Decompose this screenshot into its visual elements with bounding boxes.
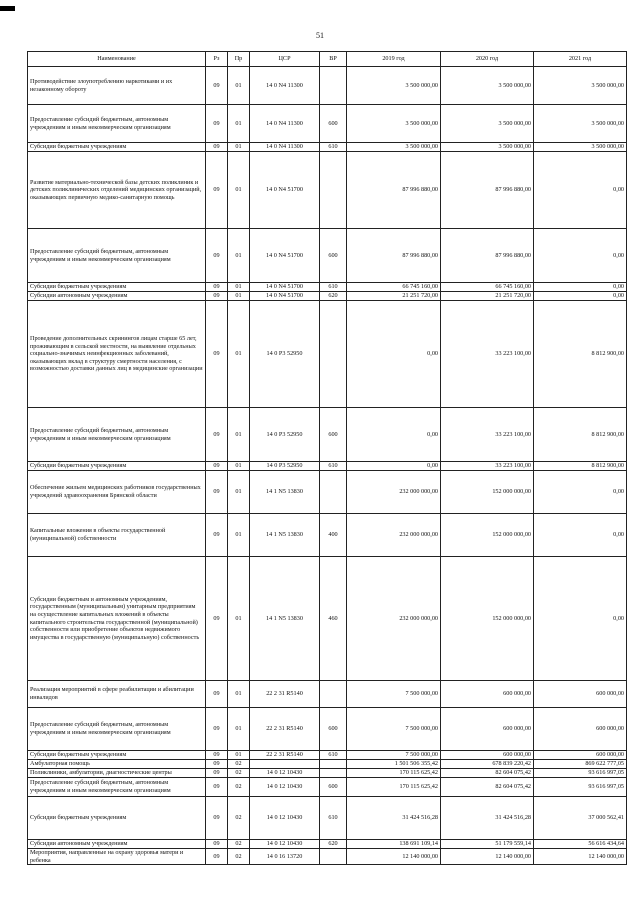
table-row bbox=[28, 105, 627, 143]
cell-pr: 01 bbox=[228, 708, 250, 751]
cell-csr: 22 2 31 R5140 bbox=[250, 708, 320, 751]
cell-2020: 51 179 559,14 bbox=[441, 840, 534, 849]
cell-rz: 09 bbox=[206, 797, 228, 840]
cell-rz: 09 bbox=[206, 229, 228, 283]
cell-csr: 14 0 12 10430 bbox=[250, 769, 320, 778]
table-row bbox=[28, 229, 627, 283]
cell-rz: 09 bbox=[206, 471, 228, 514]
budget-table bbox=[27, 51, 627, 865]
cell-pr: 01 bbox=[228, 292, 250, 301]
cell-name: Предоставление субсидий бюджетным, автономным учреждениям и иным некоммерческим организациям bbox=[28, 408, 206, 462]
header-name: Наименование bbox=[28, 52, 206, 67]
cell-vr: 600 bbox=[320, 708, 347, 751]
cell-rz: 09 bbox=[206, 778, 228, 797]
cell-2021: 93 616 997,05 bbox=[534, 778, 627, 797]
cell-name: Предоставление субсидий бюджетным, автономным учреждениям и иным некоммерческим организациям bbox=[28, 708, 206, 751]
cell-2021: 0,00 bbox=[534, 292, 627, 301]
cell-rz: 09 bbox=[206, 283, 228, 292]
cell-rz: 09 bbox=[206, 840, 228, 849]
cell-2021: 8 812 900,00 bbox=[534, 462, 627, 471]
cell-pr: 01 bbox=[228, 751, 250, 760]
cell-vr bbox=[320, 769, 347, 778]
cell-pr: 01 bbox=[228, 301, 250, 408]
cell-2019: 0,00 bbox=[347, 462, 441, 471]
cell-rz: 09 bbox=[206, 143, 228, 152]
cell-name: Поликлиники, амбулатории, диагностические центры bbox=[28, 769, 206, 778]
cell-name: Субсидии бюджетным учреждениям bbox=[28, 283, 206, 292]
cell-2020: 82 604 075,42 bbox=[441, 769, 534, 778]
cell-pr: 02 bbox=[228, 840, 250, 849]
table-row bbox=[28, 292, 627, 301]
cell-2020: 82 604 075,42 bbox=[441, 778, 534, 797]
cell-csr: 22 2 31 R5140 bbox=[250, 751, 320, 760]
cell-2019: 170 115 625,42 bbox=[347, 769, 441, 778]
cell-pr: 01 bbox=[228, 514, 250, 557]
cell-pr: 01 bbox=[228, 283, 250, 292]
cell-2020: 152 000 000,00 bbox=[441, 471, 534, 514]
cell-2021: 0,00 bbox=[534, 152, 627, 229]
cell-2019: 87 996 880,00 bbox=[347, 229, 441, 283]
cell-2020: 33 223 100,00 bbox=[441, 408, 534, 462]
cell-2019: 232 000 000,00 bbox=[347, 514, 441, 557]
cell-2021: 600 000,00 bbox=[534, 751, 627, 760]
cell-2019: 1 501 506 355,42 bbox=[347, 760, 441, 769]
cell-vr: 610 bbox=[320, 797, 347, 840]
cell-vr bbox=[320, 67, 347, 105]
table-row bbox=[28, 301, 627, 408]
header-2020: 2020 год bbox=[441, 52, 534, 67]
cell-2021: 600 000,00 bbox=[534, 681, 627, 708]
cell-2019: 0,00 bbox=[347, 408, 441, 462]
cell-2021: 0,00 bbox=[534, 514, 627, 557]
table-row bbox=[28, 797, 627, 840]
cell-2020: 600 000,00 bbox=[441, 681, 534, 708]
cell-2021: 56 616 434,64 bbox=[534, 840, 627, 849]
cell-name: Амбулаторная помощь bbox=[28, 760, 206, 769]
cell-2019: 21 251 720,00 bbox=[347, 292, 441, 301]
cell-csr: 14 0 N4 11300 bbox=[250, 67, 320, 105]
cell-2021: 93 616 997,05 bbox=[534, 769, 627, 778]
cell-2021: 3 500 000,00 bbox=[534, 143, 627, 152]
cell-csr: 14 0 12 10430 bbox=[250, 840, 320, 849]
cell-rz: 09 bbox=[206, 292, 228, 301]
cell-2020: 33 223 100,00 bbox=[441, 462, 534, 471]
cell-pr: 02 bbox=[228, 778, 250, 797]
cell-name: Предоставление субсидий бюджетным, автономным учреждениям и иным некоммерческим организациям bbox=[28, 229, 206, 283]
cell-csr: 14 0 P3 52950 bbox=[250, 408, 320, 462]
cell-vr bbox=[320, 760, 347, 769]
cell-pr: 02 bbox=[228, 797, 250, 840]
cell-2021: 0,00 bbox=[534, 557, 627, 681]
cell-rz: 09 bbox=[206, 849, 228, 865]
cell-2020: 66 745 160,00 bbox=[441, 283, 534, 292]
cell-vr: 610 bbox=[320, 283, 347, 292]
cell-2020: 87 996 880,00 bbox=[441, 152, 534, 229]
cell-rz: 09 bbox=[206, 105, 228, 143]
cell-pr: 02 bbox=[228, 769, 250, 778]
header-rz: Рз bbox=[206, 52, 228, 67]
cell-2019: 232 000 000,00 bbox=[347, 557, 441, 681]
table-row bbox=[28, 67, 627, 105]
header-2019: 2019 год bbox=[347, 52, 441, 67]
cell-2020: 33 223 100,00 bbox=[441, 301, 534, 408]
cell-vr bbox=[320, 471, 347, 514]
cell-csr: 14 0 N4 51700 bbox=[250, 152, 320, 229]
cell-name: Субсидии автономным учреждениям bbox=[28, 840, 206, 849]
header-vr: ВР bbox=[320, 52, 347, 67]
table-row bbox=[28, 769, 627, 778]
table-row bbox=[28, 408, 627, 462]
table-row bbox=[28, 778, 627, 797]
table-row bbox=[28, 283, 627, 292]
table-row bbox=[28, 840, 627, 849]
cell-2019: 12 140 000,00 bbox=[347, 849, 441, 865]
cell-name: Субсидии бюджетным учреждениям bbox=[28, 751, 206, 760]
table-header-row bbox=[28, 52, 627, 67]
cell-vr: 610 bbox=[320, 143, 347, 152]
cell-csr: 14 0 P3 52950 bbox=[250, 301, 320, 408]
cell-2020: 600 000,00 bbox=[441, 708, 534, 751]
table-row bbox=[28, 471, 627, 514]
header-pr: Пр bbox=[228, 52, 250, 67]
cell-csr: 14 0 N4 51700 bbox=[250, 229, 320, 283]
table-row bbox=[28, 143, 627, 152]
cell-2019: 170 115 625,42 bbox=[347, 778, 441, 797]
cell-name: Проведение дополнительных скринингов лицам старше 65 лет, проживающим в сельской местности, на выявление отдельных социально-значимых неинфекционных заболеваний, оказывающих вклад в структуру смертности населения, с возможностью доставки данных лиц в медицинские организации bbox=[28, 301, 206, 408]
cell-name: Мероприятия, направленные на охрану здоровья матери и ребенка bbox=[28, 849, 206, 865]
page-number: 51 bbox=[316, 31, 324, 40]
cell-2019: 3 500 000,00 bbox=[347, 143, 441, 152]
cell-csr: 14 0 12 10430 bbox=[250, 797, 320, 840]
cell-csr: 14 0 N4 11300 bbox=[250, 105, 320, 143]
table-row bbox=[28, 708, 627, 751]
cell-pr: 01 bbox=[228, 557, 250, 681]
cell-2021: 3 500 000,00 bbox=[534, 67, 627, 105]
cell-name: Реализация мероприятий в сфере реабилитации и абилитации инвалидов bbox=[28, 681, 206, 708]
cell-name: Предоставление субсидий бюджетным, автономным учреждениям и иным некоммерческим организациям bbox=[28, 105, 206, 143]
cell-2020: 152 000 000,00 bbox=[441, 557, 534, 681]
cell-vr: 620 bbox=[320, 840, 347, 849]
cell-2019: 66 745 160,00 bbox=[347, 283, 441, 292]
cell-name: Субсидии бюджетным учреждениям bbox=[28, 797, 206, 840]
cell-vr bbox=[320, 152, 347, 229]
cell-2021: 600 000,00 bbox=[534, 708, 627, 751]
cell-2020: 21 251 720,00 bbox=[441, 292, 534, 301]
cell-rz: 09 bbox=[206, 301, 228, 408]
cell-vr: 600 bbox=[320, 778, 347, 797]
cell-vr bbox=[320, 849, 347, 865]
cell-pr: 01 bbox=[228, 462, 250, 471]
cell-2020: 3 500 000,00 bbox=[441, 67, 534, 105]
table-row bbox=[28, 849, 627, 865]
cell-pr: 01 bbox=[228, 152, 250, 229]
table-row bbox=[28, 760, 627, 769]
cell-vr bbox=[320, 301, 347, 408]
cell-vr: 600 bbox=[320, 105, 347, 143]
cell-2021: 3 500 000,00 bbox=[534, 105, 627, 143]
cell-2019: 87 996 880,00 bbox=[347, 152, 441, 229]
cell-vr: 460 bbox=[320, 557, 347, 681]
cell-pr: 01 bbox=[228, 229, 250, 283]
cell-2019: 3 500 000,00 bbox=[347, 67, 441, 105]
cell-2020: 3 500 000,00 bbox=[441, 105, 534, 143]
cell-2021: 37 000 562,41 bbox=[534, 797, 627, 840]
cell-rz: 09 bbox=[206, 514, 228, 557]
cell-2021: 8 812 900,00 bbox=[534, 408, 627, 462]
cell-name: Противодействие злоупотреблению наркотиками и их незаконному обороту bbox=[28, 67, 206, 105]
header-2021: 2021 год bbox=[534, 52, 627, 67]
cell-rz: 09 bbox=[206, 769, 228, 778]
cell-pr: 01 bbox=[228, 67, 250, 105]
cell-csr bbox=[250, 760, 320, 769]
cell-2021: 8 812 900,00 bbox=[534, 301, 627, 408]
cell-2019: 3 500 000,00 bbox=[347, 105, 441, 143]
cell-2020: 31 424 516,28 bbox=[441, 797, 534, 840]
cell-2019: 138 691 109,14 bbox=[347, 840, 441, 849]
cell-pr: 01 bbox=[228, 408, 250, 462]
corner-mark bbox=[0, 6, 15, 11]
cell-csr: 22 2 31 R5140 bbox=[250, 681, 320, 708]
cell-2019: 31 424 516,28 bbox=[347, 797, 441, 840]
cell-vr bbox=[320, 681, 347, 708]
cell-csr: 14 0 N4 11300 bbox=[250, 143, 320, 152]
cell-2019: 7 500 000,00 bbox=[347, 751, 441, 760]
cell-rz: 09 bbox=[206, 681, 228, 708]
cell-2021: 0,00 bbox=[534, 283, 627, 292]
cell-name: Субсидии бюджетным учреждениям bbox=[28, 143, 206, 152]
cell-name: Субсидии бюджетным и автономным учреждениям, государственным (муниципальным) унитарным предприятиям на осуществление капитальных вложений в объекты капитального строительства государственной (муниципальной) собственности или приобретение объектов недвижимого имущества в государственную (муниципальную) собственность bbox=[28, 557, 206, 681]
cell-rz: 09 bbox=[206, 67, 228, 105]
cell-rz: 09 bbox=[206, 152, 228, 229]
cell-pr: 01 bbox=[228, 143, 250, 152]
cell-csr: 14 1 N5 13830 bbox=[250, 514, 320, 557]
cell-name: Субсидии автономным учреждениям bbox=[28, 292, 206, 301]
cell-rz: 09 bbox=[206, 408, 228, 462]
cell-name: Развитие материально-технической базы детских поликлиник и детских поликлинических отделений медицинских организаций, оказывающих первичную медико-санитарную помощь bbox=[28, 152, 206, 229]
cell-pr: 02 bbox=[228, 760, 250, 769]
cell-csr: 14 1 N5 13830 bbox=[250, 471, 320, 514]
cell-2020: 152 000 000,00 bbox=[441, 514, 534, 557]
cell-2020: 600 000,00 bbox=[441, 751, 534, 760]
table-row bbox=[28, 557, 627, 681]
cell-pr: 01 bbox=[228, 471, 250, 514]
cell-rz: 09 bbox=[206, 462, 228, 471]
cell-2019: 7 500 000,00 bbox=[347, 681, 441, 708]
cell-name: Предоставление субсидий бюджетным, автономным учреждениям и иным некоммерческим организациям bbox=[28, 778, 206, 797]
cell-name: Капитальные вложения в объекты государственной (муниципальной) собственности bbox=[28, 514, 206, 557]
cell-name: Обеспечение жильем медицинских работников государственных учреждений здравоохранения Брянской области bbox=[28, 471, 206, 514]
cell-vr: 620 bbox=[320, 292, 347, 301]
cell-2021: 12 140 000,00 bbox=[534, 849, 627, 865]
table-row bbox=[28, 681, 627, 708]
table-row bbox=[28, 152, 627, 229]
cell-2021: 869 622 777,05 bbox=[534, 760, 627, 769]
table-row bbox=[28, 751, 627, 760]
cell-rz: 09 bbox=[206, 760, 228, 769]
cell-vr: 610 bbox=[320, 462, 347, 471]
cell-2020: 678 839 220,42 bbox=[441, 760, 534, 769]
cell-csr: 14 0 N4 51700 bbox=[250, 292, 320, 301]
cell-2019: 232 000 000,00 bbox=[347, 471, 441, 514]
cell-rz: 09 bbox=[206, 708, 228, 751]
cell-rz: 09 bbox=[206, 751, 228, 760]
cell-2021: 0,00 bbox=[534, 229, 627, 283]
cell-csr: 14 0 N4 51700 bbox=[250, 283, 320, 292]
table-row bbox=[28, 462, 627, 471]
cell-csr: 14 1 N5 13830 bbox=[250, 557, 320, 681]
cell-pr: 01 bbox=[228, 105, 250, 143]
cell-vr: 600 bbox=[320, 229, 347, 283]
cell-vr: 400 bbox=[320, 514, 347, 557]
cell-2021: 0,00 bbox=[534, 471, 627, 514]
cell-csr: 14 0 12 10430 bbox=[250, 778, 320, 797]
cell-csr: 14 0 P3 52950 bbox=[250, 462, 320, 471]
cell-pr: 02 bbox=[228, 849, 250, 865]
cell-csr: 14 0 16 13720 bbox=[250, 849, 320, 865]
header-csr: ЦСР bbox=[250, 52, 320, 67]
cell-vr: 600 bbox=[320, 408, 347, 462]
cell-2020: 12 140 000,00 bbox=[441, 849, 534, 865]
cell-2020: 87 996 880,00 bbox=[441, 229, 534, 283]
cell-vr: 610 bbox=[320, 751, 347, 760]
cell-2020: 3 500 000,00 bbox=[441, 143, 534, 152]
cell-name: Субсидии бюджетным учреждениям bbox=[28, 462, 206, 471]
cell-2019: 7 500 000,00 bbox=[347, 708, 441, 751]
cell-rz: 09 bbox=[206, 557, 228, 681]
cell-2019: 0,00 bbox=[347, 301, 441, 408]
table-body bbox=[28, 67, 627, 865]
cell-pr: 01 bbox=[228, 681, 250, 708]
table-row bbox=[28, 514, 627, 557]
